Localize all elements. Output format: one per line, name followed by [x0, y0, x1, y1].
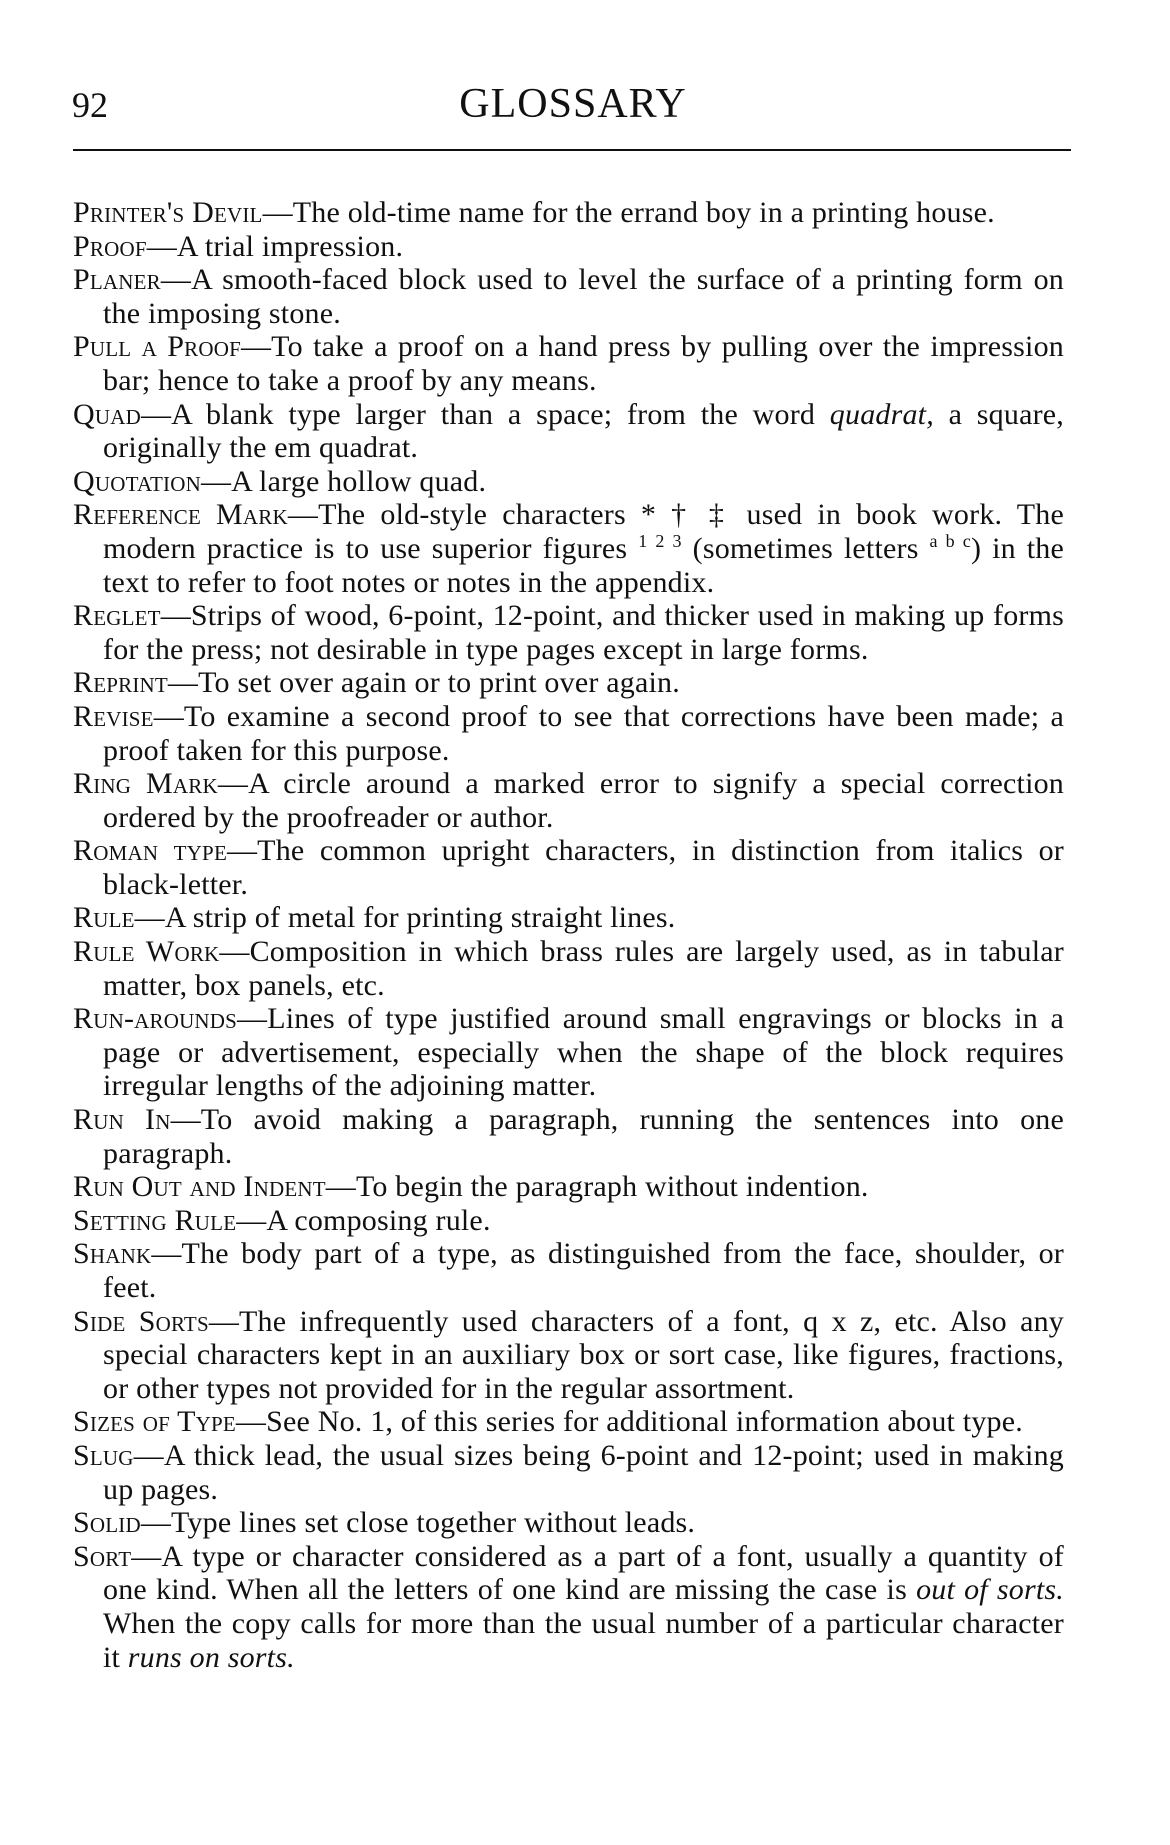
entry-term: Rule Work [73, 935, 220, 969]
entry-definition: —A strip of metal for printing straight lines. [134, 901, 676, 935]
entry-term: Pull a Proof [73, 330, 241, 364]
glossary-entry [73, 1540, 1064, 1674]
glossary-entry [73, 935, 1064, 1002]
glossary-entry [73, 767, 1064, 834]
entry-definition: —To begin the paragraph without indention. [325, 1170, 869, 1204]
glossary-entry [73, 263, 1064, 330]
glossary-entry [73, 901, 1064, 935]
entry-definition: —A trial impression. [146, 229, 404, 263]
entry-definition: —Composition in which brass rules are largely used, as in tabular matter, box panels, etc. [103, 935, 1064, 1002]
entry-definition: —A circle around a marked error to signify a special correction ordered by the proofreader or author. [103, 767, 1065, 834]
entry-definition: When the copy calls for more than the usual number of a particular character it [103, 1606, 1064, 1674]
glossary-entry [73, 1405, 1064, 1439]
entry-definition: ) in the text to refer to foot notes or notes in the appendix. [103, 531, 1065, 599]
entry-term: Side Sorts [73, 1304, 209, 1338]
glossary-entry [73, 1002, 1064, 1103]
entry-term: Setting Rule [73, 1203, 237, 1237]
entry-definition: —The old-time name for the errand boy in a printing house. [262, 196, 995, 229]
glossary-entry [73, 599, 1064, 666]
entry-term: Reprint [73, 666, 168, 700]
glossary-entry [73, 1237, 1064, 1304]
entry-definition: —To examine a second proof to see that corrections have been made; a proof taken for this purpose. [103, 699, 1064, 767]
glossary-entry [73, 230, 1064, 264]
entry-superscript: a b c [929, 530, 971, 551]
entry-definition: —A large hollow quad. [200, 464, 487, 498]
entry-definition: —The common upright characters, in distinction from italics or black-letter. [103, 834, 1064, 901]
entry-definition: —A thick lead, the usual sizes being 6-point and 12-point; used in making up pages. [103, 1438, 1064, 1506]
entry-term: Reference Mark [73, 498, 288, 532]
entry-term: Reglet [73, 599, 161, 633]
entry-term: Run-arounds [73, 1002, 238, 1036]
glossary-entry [73, 498, 1064, 599]
entry-definition: —The body part of a type, as distinguished from the face, shoulder, or feet. [103, 1237, 1064, 1304]
glossary-entry [73, 700, 1064, 767]
page-title: GLOSSARY [459, 81, 687, 127]
entry-term: Run In [73, 1103, 171, 1137]
entry-italic-text: out of sorts. [916, 1573, 1064, 1607]
entry-term: Quotation [73, 464, 201, 498]
entry-definition: (sometimes letters [681, 531, 930, 565]
entry-definition: a square, originally the em quadrat. [103, 397, 1064, 465]
glossary-entry [73, 1439, 1064, 1506]
glossary-entry [73, 465, 1064, 499]
glossary-entries [73, 196, 1064, 1674]
entry-definition: —The infrequently used characters of a font, q x z, etc. Also any special characters kept in an auxiliary box or sort case, like figures, fractions, or other types not provided for in the regular assortment. [103, 1304, 1064, 1405]
entry-definition: —Type lines set close together without leads. [140, 1506, 696, 1540]
entry-term: Shank [73, 1237, 152, 1271]
entry-definition: —See No. 1, of this series for additional information about type. [235, 1405, 1023, 1439]
entry-term: Solid [73, 1506, 141, 1540]
entry-definition: —A blank type larger than a space; from the word [140, 397, 830, 431]
page-number: 92 [72, 85, 108, 125]
entry-definition: —Lines of type justified around small engravings or blocks in a page or advertisement, especially when the shape of the block requires irregular lengths of the adjoining matter. [103, 1002, 1064, 1103]
glossary-entry [73, 1103, 1064, 1170]
entry-term: Rule [73, 901, 135, 935]
entry-italic-text: quadrat, [829, 397, 934, 431]
glossary-entry [73, 330, 1064, 397]
glossary-entry [73, 1204, 1064, 1238]
entry-term: Sort [73, 1539, 132, 1573]
entry-term: Quad [73, 397, 141, 431]
glossary-entry [73, 1506, 1064, 1540]
entry-definition: —To avoid making a paragraph, running the sentences into one paragraph. [103, 1103, 1064, 1170]
entry-superscript: 1 2 3 [638, 530, 682, 551]
entry-term: Slug [73, 1438, 134, 1472]
entry-term: Proof [73, 229, 147, 263]
entry-definition: —The old-style characters * † ‡ used in book work. The modern practice is to use superior figures [103, 498, 1064, 565]
entry-term: Run Out and Indent [73, 1170, 326, 1204]
header-rule [73, 149, 1071, 151]
entry-definition: —A composing rule. [236, 1203, 491, 1237]
glossary-entry [73, 1170, 1064, 1204]
entry-definition: —To take a proof on a hand press by pulling over the impression bar; hence to take a proof by any means. [103, 330, 1064, 397]
glossary-entry [73, 398, 1064, 465]
entry-term: Planer [73, 263, 161, 297]
entry-term: Printer's Devil [73, 196, 263, 229]
entry-term: Revise [73, 699, 154, 733]
glossary-entry [73, 196, 1064, 230]
entry-definition: —A type or character considered as a part of a font, usually a quantity of one kind. When all the letters of one kind are missing the case is [103, 1539, 1064, 1607]
entry-definition: —A smooth-faced block used to level the surface of a printing form on the imposing stone. [103, 263, 1064, 330]
entry-definition: —To set over again or to print over again. [167, 666, 680, 700]
glossary-entry [73, 1305, 1064, 1406]
entry-term: Ring Mark [73, 767, 218, 801]
glossary-entry [73, 666, 1064, 700]
entry-italic-text: runs on sorts. [127, 1640, 295, 1674]
entry-definition: —Strips of wood, 6-point, 12-point, and thicker used in making up forms for the press; not desirable in type pages except in large forms. [103, 599, 1064, 666]
glossary-entry [73, 834, 1064, 901]
entry-term: Sizes of Type [73, 1405, 236, 1439]
entry-term: Roman type [73, 834, 227, 868]
